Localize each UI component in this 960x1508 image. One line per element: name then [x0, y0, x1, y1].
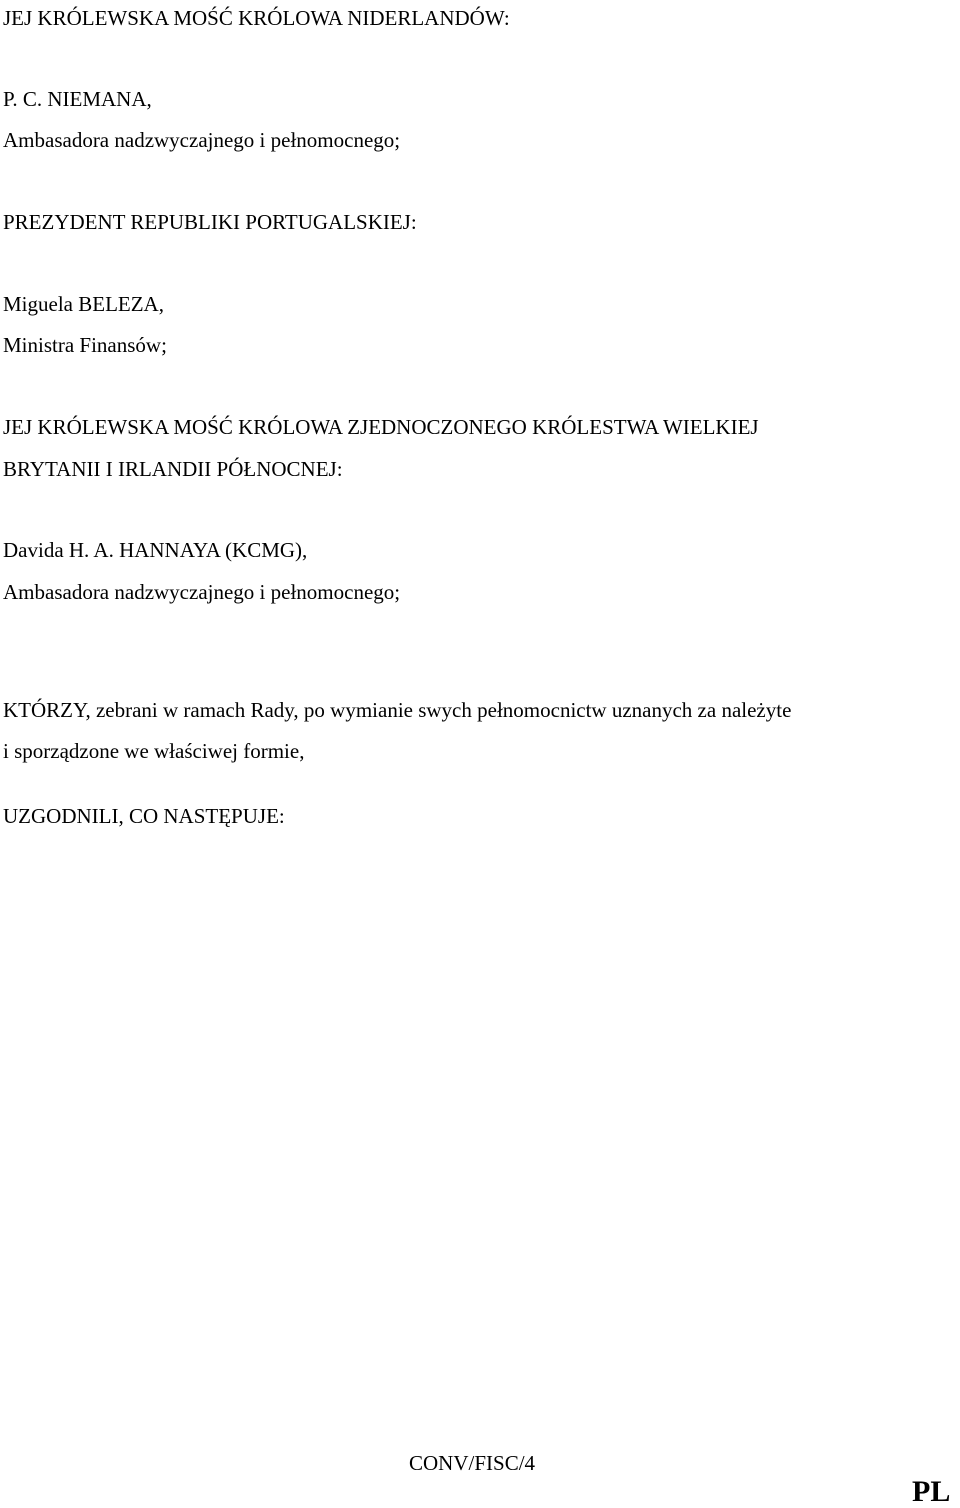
party-portugal-title: PREZYDENT REPUBLIKI PORTUGALSKIEJ: — [3, 210, 417, 234]
agreement-clause: UZGODNILI, CO NASTĘPUJE: — [3, 804, 285, 828]
language-code: PL — [912, 1475, 951, 1508]
netherlands-representative-name: P. C. NIEMANA, — [3, 87, 152, 111]
preamble-line-1: KTÓRZY, zebrani w ramach Rady, po wymianie swych pełnomocnictw uznanych za należyte — [3, 698, 792, 722]
portugal-representative-role: Ministra Finansów; — [3, 333, 167, 357]
party-uk-title-line-1: JEJ KRÓLEWSKA MOŚĆ KRÓLOWA ZJEDNOCZONEGO KRÓLESTWA WIELKIEJ — [3, 415, 759, 439]
netherlands-representative-role: Ambasadora nadzwyczajnego i pełnomocnego; — [3, 128, 401, 152]
document-code: CONV/FISC/4 — [409, 1451, 536, 1475]
party-netherlands-title: JEJ KRÓLEWSKA MOŚĆ KRÓLOWA NIDERLANDÓW: — [3, 6, 510, 30]
uk-representative-name: Davida H. A. HANNAYA (KCMG), — [3, 538, 308, 562]
portugal-representative-name: Miguela BELEZA, — [3, 292, 164, 316]
party-uk-title-line-2: BRYTANII I IRLANDII PÓŁNOCNEJ: — [3, 457, 343, 481]
uk-representative-role: Ambasadora nadzwyczajnego i pełnomocnego; — [3, 580, 401, 604]
preamble-line-2: i sporządzone we właściwej formie, — [3, 739, 305, 763]
